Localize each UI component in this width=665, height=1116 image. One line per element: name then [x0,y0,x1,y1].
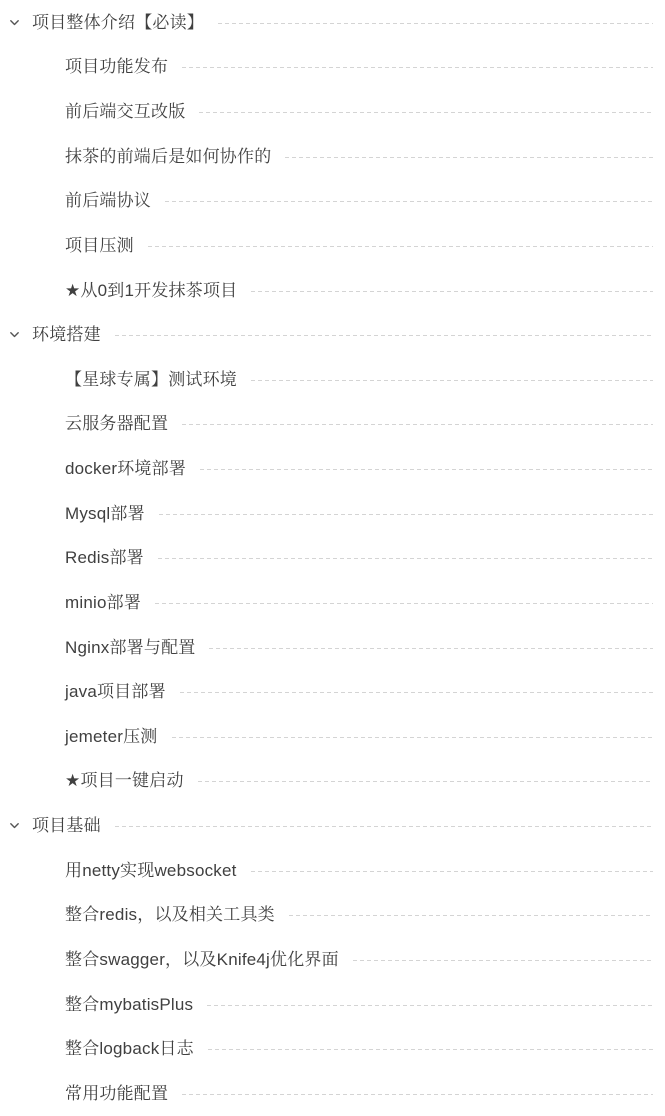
item-label: 前后端协议 [65,191,151,211]
dashed-leader [199,112,653,113]
dashed-leader [198,781,653,782]
item-label: minio部署 [65,592,142,612]
dashed-leader [251,380,653,381]
section-label: 项目基础 [32,816,101,836]
item-label: 常用功能配置 [65,1083,169,1103]
tree-item-row[interactable] [0,268,665,313]
chevron-down-icon[interactable] [8,16,32,29]
section-label: 环境搭建 [32,325,101,345]
item-label: ★项目一键启动 [65,771,184,791]
item-label: jemeter压测 [65,726,158,746]
tree-section-row[interactable] [0,0,665,45]
tree-item-row[interactable] [0,491,665,536]
item-label: 整合swagger，以及Knife4j优化界面 [65,949,339,969]
tree-item-row[interactable] [0,893,665,938]
dashed-leader [165,201,653,202]
item-label: 整合logback日志 [65,1039,194,1059]
dashed-leader [182,424,653,425]
tree-section-row[interactable] [0,312,665,357]
dashed-leader [182,67,653,68]
dashed-leader [115,335,653,336]
dashed-leader [251,871,653,872]
item-label: 抹茶的前端后是如何协作的 [65,146,272,166]
item-label: java项目部署 [65,682,166,702]
tree-item-row[interactable] [0,759,665,804]
tree-item-row[interactable] [0,402,665,447]
tree-item-row[interactable] [0,848,665,893]
dashed-leader [251,291,653,292]
tree-item-row[interactable] [0,937,665,982]
item-label: 前后端交互改版 [65,102,186,122]
dashed-leader [218,23,653,24]
item-label: Mysql部署 [65,503,145,523]
tree-item-row[interactable] [0,1026,665,1071]
item-label: Nginx部署与配置 [65,637,196,657]
tree-item-row[interactable] [0,45,665,90]
dashed-leader [180,692,653,693]
tree-item-row[interactable] [0,669,665,714]
item-label: ★从0到1开发抹茶项目 [65,280,238,300]
section-label: 项目整体介绍【必读】 [32,12,204,32]
dashed-leader [148,246,653,247]
tree-item-row[interactable] [0,580,665,625]
tree-item-row[interactable] [0,179,665,224]
item-label: 【星球专属】测试环境 [65,369,237,389]
item-label: docker环境部署 [65,459,187,479]
tree-item-row[interactable] [0,134,665,179]
chevron-down-icon[interactable] [8,819,32,832]
item-label: 整合redis，以及相关工具类 [65,905,275,925]
tree-item-row[interactable] [0,625,665,670]
dashed-leader [353,960,653,961]
dashed-leader [182,1094,653,1095]
dashed-leader [200,469,653,470]
tree-item-row[interactable] [0,223,665,268]
tree-section-row[interactable] [0,803,665,848]
dashed-leader [158,558,653,559]
item-label: 用netty实现websocket [65,860,237,880]
item-label: 整合mybatisPlus [65,994,194,1014]
dashed-leader [159,514,653,515]
tree-item-row[interactable] [0,714,665,759]
chevron-down-icon[interactable] [8,328,32,341]
tree-item-row[interactable] [0,89,665,134]
tree-item-row[interactable] [0,357,665,402]
dashed-leader [115,826,653,827]
tree-item-row[interactable] [0,536,665,581]
dashed-leader [289,915,653,916]
item-label: 项目功能发布 [65,57,169,77]
dashed-leader [209,648,653,649]
tree-item-row[interactable] [0,1071,665,1116]
dashed-leader [155,603,653,604]
dashed-leader [207,1005,653,1006]
dashed-leader [172,737,654,738]
dashed-leader [285,157,653,158]
item-label: 项目压测 [65,235,134,255]
item-label: 云服务器配置 [65,414,169,434]
item-label: Redis部署 [65,548,144,568]
dashed-leader [208,1049,653,1050]
tree-item-row[interactable] [0,982,665,1027]
tree-item-row[interactable] [0,446,665,491]
